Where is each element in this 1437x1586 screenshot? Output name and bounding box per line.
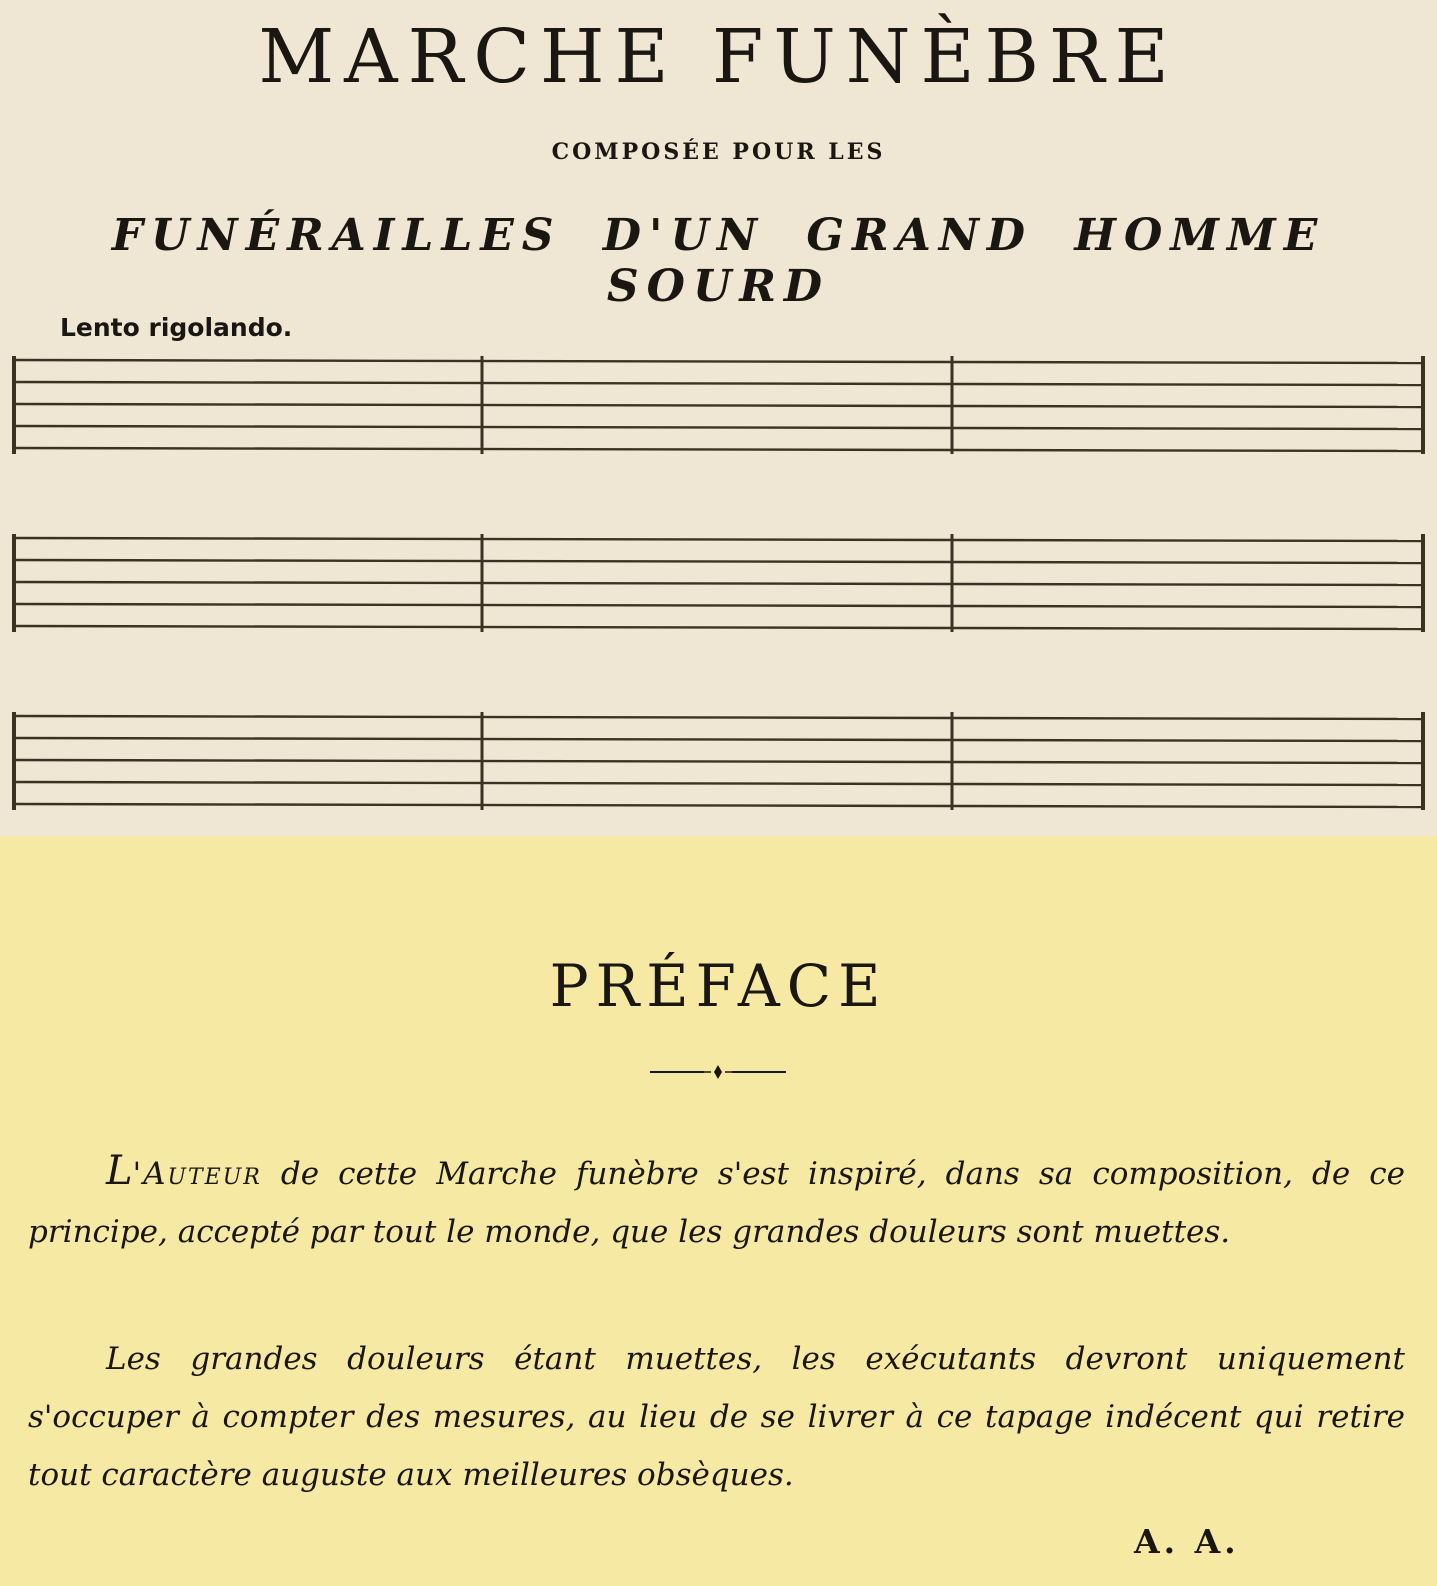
staff-line — [14, 560, 1423, 563]
staff-line — [14, 604, 1423, 607]
staff-system-1 — [14, 356, 1423, 454]
staff-line — [14, 582, 1423, 585]
signature: A. A. — [1134, 1522, 1240, 1561]
paragraph-1-text: de cette Marche funèbre s'est inspiré, dans sa composition, de ce principe, accepté par tout le monde, que les grandes douleurs sont muettes. — [28, 1156, 1405, 1250]
lead-word: 'Auteur — [132, 1156, 262, 1192]
staff-line — [14, 448, 1423, 451]
score-subtitle: COMPOSÉE POUR LES — [551, 139, 886, 165]
dropcap: L — [106, 1148, 133, 1194]
staff-line — [14, 716, 1423, 719]
staff-line — [14, 782, 1423, 785]
preface-title: PRÉFACE — [549, 952, 888, 1020]
preface-paragraph-2: Les grandes douleurs étant muettes, les exécutants devront uniquement s'occuper à compter des mesures, au lieu de se livrer à ce tapage indécent qui retire tout caractère auguste aux meilleures obsèques. — [28, 1341, 1405, 1493]
staff-line — [14, 404, 1423, 407]
score-title: MARCHE FUNÈBRE — [258, 14, 1179, 100]
staff-line — [14, 626, 1423, 629]
staff-system-3 — [14, 712, 1423, 810]
score-dedication: FUNÉRAILLES D'UN GRAND HOMME SOURD — [111, 210, 1326, 312]
staff-line — [14, 760, 1423, 763]
staff-system-2 — [14, 534, 1423, 632]
staff-line — [14, 738, 1423, 741]
preface-paragraph-1 — [28, 1142, 1405, 1261]
preface-page — [0, 836, 1437, 1586]
staff-line — [14, 382, 1423, 385]
staff-line — [14, 360, 1423, 363]
divider-ornament-icon — [648, 1062, 788, 1082]
staff-line — [14, 538, 1423, 541]
staff-line — [14, 804, 1423, 807]
staff-line — [14, 426, 1423, 429]
tempo-marking: Lento rigolando. — [60, 313, 293, 342]
